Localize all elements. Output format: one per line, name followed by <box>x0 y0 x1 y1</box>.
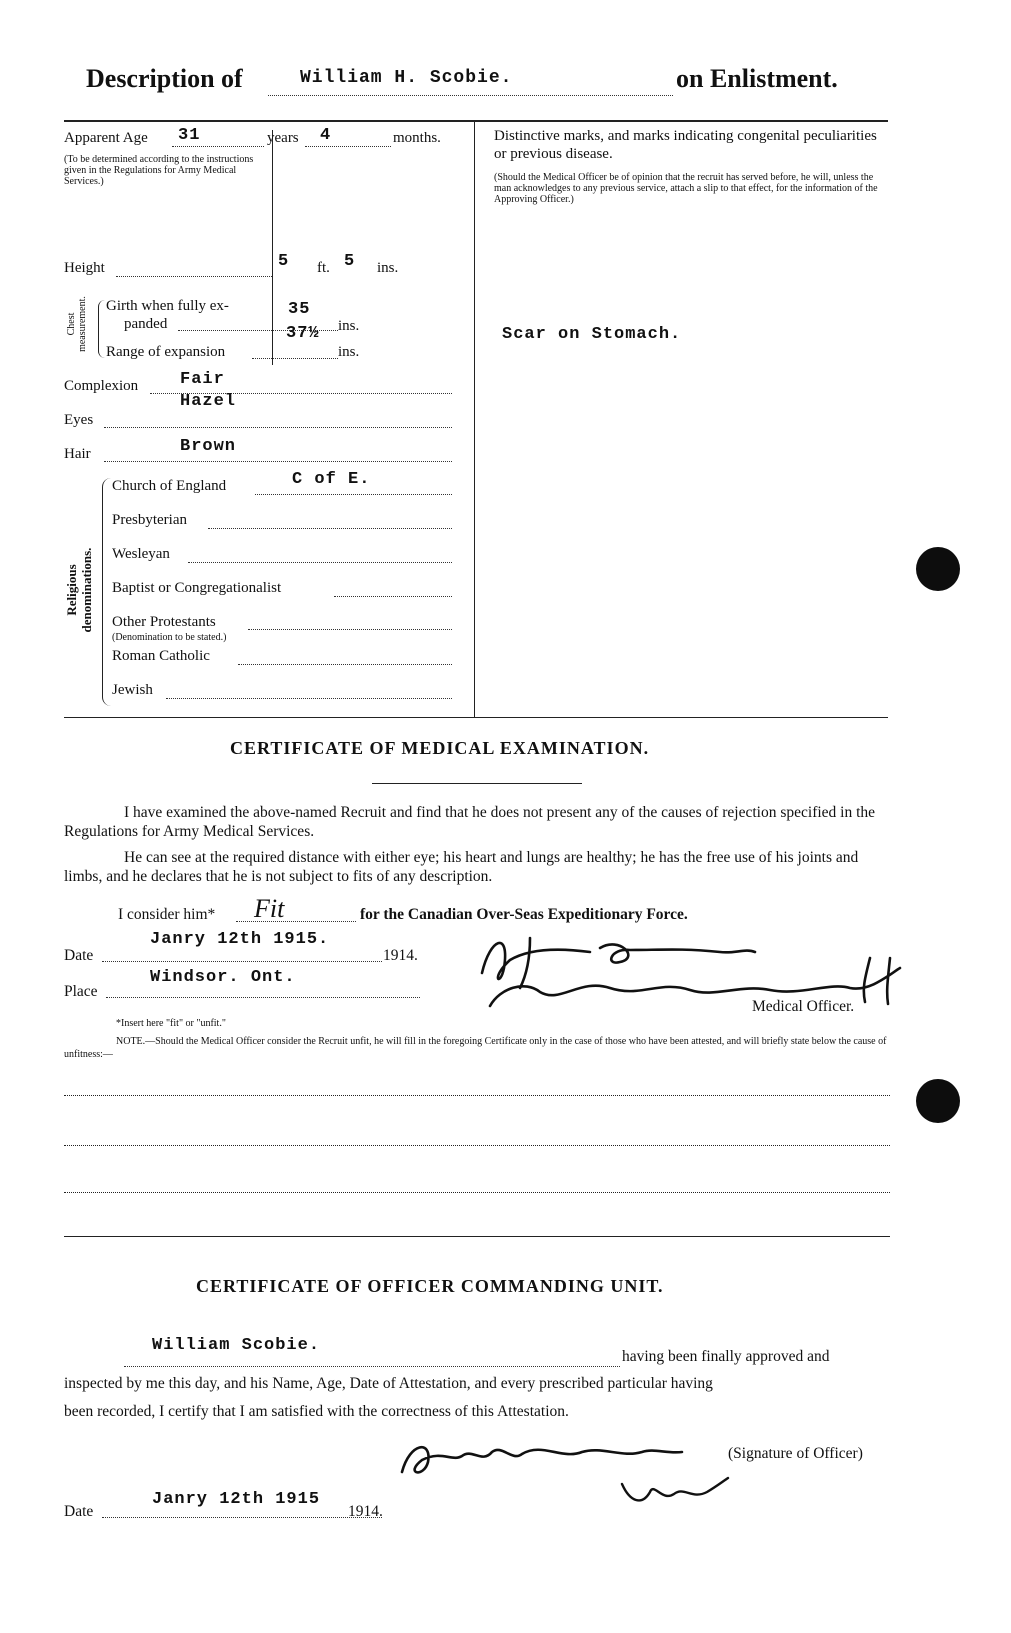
hair-label: Hair <box>64 446 91 462</box>
age-note: (To be determined according to the instructions given in the Regulations for Army Medical Services.) <box>64 154 254 187</box>
religion-line <box>208 528 452 529</box>
religion-line <box>238 664 452 665</box>
eyes-line <box>104 427 452 428</box>
consider-suffix: for the Canadian Over-Seas Expeditionary Force. <box>360 906 688 923</box>
hair-line <box>104 461 452 462</box>
range-value: 37½ <box>286 324 320 343</box>
commanding-date-value: Janry 12th 1915 <box>152 1490 321 1509</box>
age-years-line <box>172 146 264 147</box>
other-note: (Denomination to be stated.) <box>112 632 227 643</box>
medical-officer-label: Medical Officer. <box>752 998 855 1015</box>
height-ins-value: 5 <box>344 252 356 271</box>
girth-ins-label: ins. <box>338 318 360 334</box>
religion-line <box>248 629 452 630</box>
age-label: Apparent Age <box>64 130 148 146</box>
date-line <box>102 961 382 962</box>
religion-label: Religious denominations. <box>64 547 94 633</box>
place-line <box>106 997 420 998</box>
section-rule <box>64 1236 890 1237</box>
eyes-label: Eyes <box>64 412 94 428</box>
place-label: Place <box>64 983 98 1000</box>
commanding-text2: inspected by me this day, and his Name, Age, Date of Attestation, and every prescribed particular having <box>64 1375 713 1392</box>
girth-value: 35 <box>288 300 311 319</box>
marks-heading: Distinctive marks, and marks indicating congenital peculiarities or previous disease. <box>494 128 877 162</box>
column-divider <box>474 122 475 717</box>
commanding-officer-signature <box>392 1422 732 1512</box>
header-prefix: Description of <box>86 64 243 93</box>
marks-note: (Should the Medical Officer be of opinion that the recruit has served before, he will, unless the man acknowledges to any previous service, attach a slip to that effect, for the information of the Approving Officer.) <box>494 172 878 205</box>
range-ins-label: ins. <box>338 344 360 360</box>
medical-officer-signature <box>470 918 950 1010</box>
commanding-date-year: 1914. <box>348 1503 383 1520</box>
height-ft-value: 5 <box>278 252 290 271</box>
commanding-name-value: William Scobie. <box>152 1336 321 1355</box>
header-name: William H. Scobie. <box>300 68 513 88</box>
unfit-note: NOTE.—Should the Medical Officer consider the Recruit unfit, he will fill in the foregoing Certificate only in the case of those who have been attested, and will briefly state below the cause of unfitness:— <box>64 1036 887 1060</box>
religion-line <box>255 494 452 495</box>
date-label: Date <box>64 947 94 964</box>
religion-item: Baptist or Congregationalist <box>112 580 282 596</box>
age-years-value: 31 <box>178 126 201 145</box>
age-months-value: 4 <box>320 126 332 145</box>
consider-prefix: I consider him* <box>118 906 216 923</box>
complexion-label: Complexion <box>64 378 139 394</box>
range-label: Range of expansion <box>106 344 226 360</box>
header-rule <box>64 120 888 122</box>
ft-label: ft. <box>317 260 330 276</box>
girth-label-line2: panded <box>124 316 168 332</box>
unfitness-line <box>64 1095 890 1096</box>
place-value: Windsor. Ont. <box>150 968 296 987</box>
binder-hole <box>916 547 960 591</box>
commanding-text1: having been finally approved and <box>622 1348 830 1365</box>
religion-item: Church of England <box>112 478 227 494</box>
medical-para1: I have examined the above-named Recruit and find that he does not present any of the causes of rejection specified in the Regulations for Army Medical Services. <box>64 804 876 840</box>
religion-brace <box>102 478 111 706</box>
ins-label: ins. <box>377 260 399 276</box>
signature-of-officer-label: (Signature of Officer) <box>728 1445 863 1462</box>
complexion-value: Fair <box>180 370 225 389</box>
date-value: Janry 12th 1915. <box>150 930 330 949</box>
religion-line <box>188 562 452 563</box>
height-line <box>116 276 272 277</box>
header-suffix: on Enlistment. <box>676 64 838 93</box>
religion-line <box>166 698 452 699</box>
eyes-value: Hazel <box>180 392 237 411</box>
unfitness-line <box>64 1145 890 1146</box>
age-months-line <box>305 146 391 147</box>
unfitness-line <box>64 1192 890 1193</box>
religion-item: Wesleyan <box>112 546 170 562</box>
religion-item: Presbyterian <box>112 512 187 528</box>
binder-hole <box>916 1079 960 1123</box>
girth-label-line1: Girth when fully ex- <box>106 298 229 314</box>
commanding-text3: been recorded, I certify that I am satisfied with the correctness of this Attestation. <box>64 1403 569 1420</box>
medical-heading: CERTIFICATE OF MEDICAL EXAMINATION. <box>230 738 650 758</box>
religion-line <box>334 596 452 597</box>
marks-value: Scar on Stomach. <box>502 325 682 344</box>
religion-item: Jewish <box>112 682 153 698</box>
commanding-heading: CERTIFICATE OF OFFICER COMMANDING UNIT. <box>196 1276 664 1296</box>
years-label: years <box>267 130 299 146</box>
commanding-name-line <box>124 1366 620 1367</box>
hair-value: Brown <box>180 437 237 456</box>
insert-note: *Insert here "fit" or "unfit." <box>116 1018 226 1029</box>
medical-para2: He can see at the required distance with either eye; his heart and lungs are healthy; he has the free use of his joints and limbs, and he declares that he is not subject to fits of any description. <box>64 849 859 885</box>
range-line <box>252 358 338 359</box>
chest-brace <box>98 300 105 358</box>
consider-value: Fit <box>254 894 285 923</box>
religion-item: Other Protestants <box>112 614 216 630</box>
date-year: 1914. <box>383 947 418 964</box>
section-rule <box>64 717 888 718</box>
header-name-line <box>268 95 673 96</box>
religion-value: C of E. <box>292 470 371 489</box>
commanding-date-line <box>102 1517 382 1518</box>
religion-item: Roman Catholic <box>112 648 210 664</box>
months-label: months. <box>393 130 441 146</box>
height-label: Height <box>64 260 105 276</box>
commanding-date-label: Date <box>64 1503 94 1520</box>
heading-underline <box>372 783 582 784</box>
chest-label: Chest measurement. <box>66 296 88 352</box>
